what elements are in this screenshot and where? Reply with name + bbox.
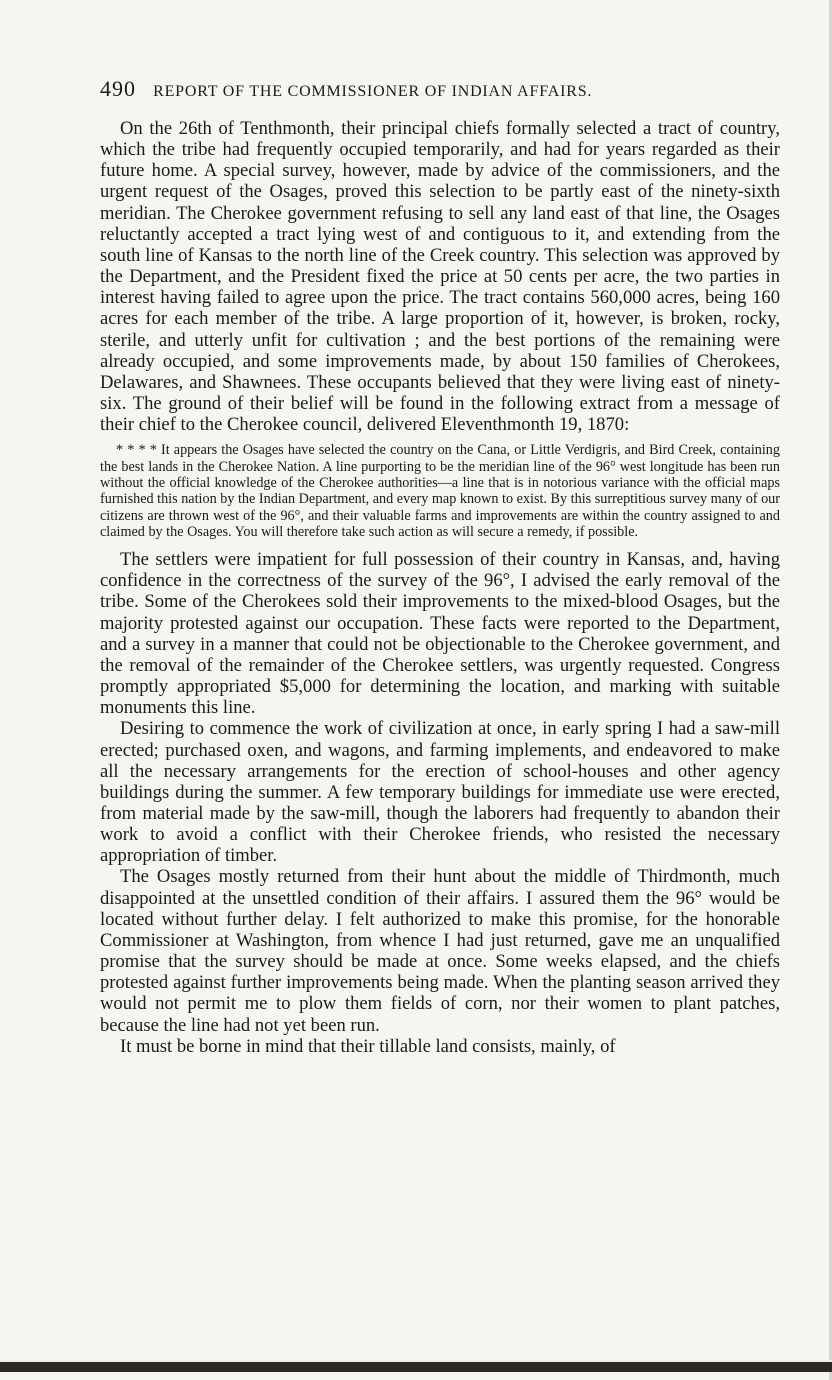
paragraph-osages-return: The Osages mostly returned from their hunt about the middle of Thirdmonth, much disappointed at the unsettled condition of their affairs. I assured them the 96° would be located without further delay. I felt authorized to make this promise, for the honorable Commissioner at Washington, from whence I had just returned, gave me an unqualified promise that the survey should be made at once. Some weeks elapsed, and the chiefs protested against further improvements being made. When the planting season arrived they would not permit me to plow them fields of corn, nor their women to plant patches, because the line had not yet been run. xyxy=(100,866,780,1036)
paragraph-civilization-work: Desiring to commence the work of civilization at once, in early spring I had a saw-mill erected; purchased oxen, and wagons, and farming implements, and endeavored to make all the necessary arrangements for the erection of school-houses and other agency buildings during the summer. A few temporary buildings for immediate use were erected, from material made by the saw-mill, though the laborers had frequently to abandon their work to avoid a conflict with their Cherokee friends, who resisted the necessary appropriation of timber. xyxy=(100,718,780,867)
running-head: REPORT OF THE COMMISSIONER OF INDIAN AFFAIRS. xyxy=(153,83,593,100)
body-text xyxy=(100,118,780,1057)
page-header xyxy=(100,76,720,104)
paragraph-settlers-removal: The settlers were impatient for full possession of their country in Kansas, and, having confidence in the correctness of the survey of the 96°, I advised the early removal of the tribe. Some of the Cherokees sold their improvements to the mixed-blood Osages, but the majority protested against our occupation. These facts were reported to the Department, and a survey in a manner that could not be objectionable to the Cherokee government, and the removal of the remainder of the Cherokee settlers, was urgently requested. Congress promptly appropriated $5,000 for determining the location, and marking with suitable monuments this line. xyxy=(100,549,780,719)
paragraph-tillable-land: It must be borne in mind that their tillable land consists, mainly, of xyxy=(120,1035,616,1057)
cherokee-message-extract: * * * * It appears the Osages have selected the country on the Cana, or Little Verdigris, and Bird Creek, containing the best lands in the Cherokee Nation. A line purporting to be the meridian line of the 96° west longitude has been run without the official knowledge of the Cherokee authorities—a line that is in notorious variance with the official maps furnished this nation by the Indian Department, and every map known to exist. By this surreptitious survey many of our citizens are thrown west of the 96°, and their valuable farms and improvements are within the country assigned to and claimed by the Osages. You will therefore take such action as will secure a remedy, if possible. xyxy=(100,442,780,540)
paragraph-osage-tract-selection: On the 26th of Tenthmonth, their principal chiefs formally selected a tract of country, which the tribe had frequently occupied temporarily, and had for years regarded as their future home. A special survey, however, made by advice of the commissioners, and the urgent request of the Osages, proved this selection to be partly east of the ninety-sixth meridian. The Cherokee government refusing to sell any land east of that line, the Osages reluctantly accepted a tract lying west of and contiguous to it, and extending from the south line of Kansas to the north line of the Creek country. This selection was approved by the Department, and the President fixed the price at 50 cents per acre, the two parties in interest having failed to agree upon the price. The tract contains 560,000 acres, being 160 acres for each member of the tribe. A large proportion of it, however, is broken, rocky, sterile, and utterly unfit for cultivation ; and the best portions of the remaining were already occupied, and some improvements made, by about 150 families of Cherokees, Delawares, and Shawnees. These occupants believed that they were living east of ninety-six. The ground of their belief will be found in the following extract from a message of their chief to the Cherokee council, delivered Eleventhmonth 19, 1870: xyxy=(100,118,780,436)
page-number: 490 xyxy=(100,76,136,101)
page-edge-bottom xyxy=(0,1360,832,1372)
